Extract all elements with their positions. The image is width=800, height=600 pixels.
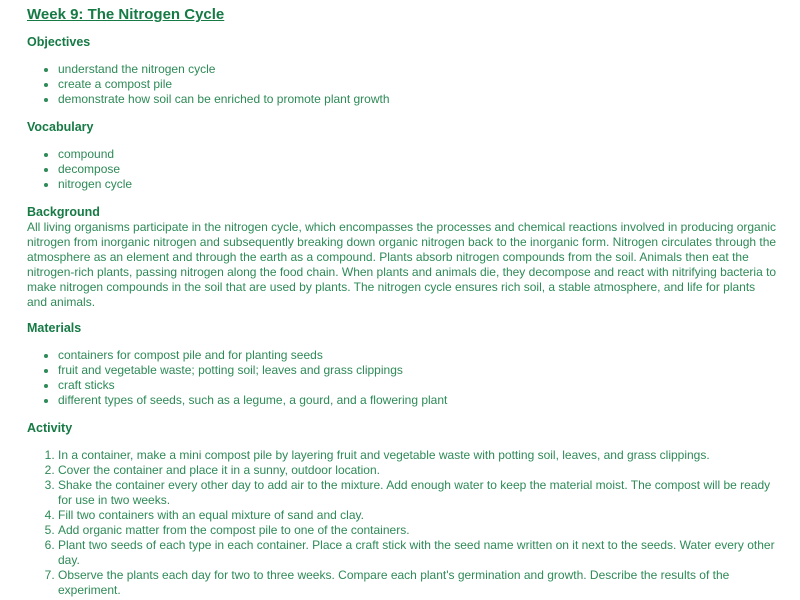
page-title: Week 9: The Nitrogen Cycle	[27, 6, 225, 23]
list-item: • create a compost pile	[58, 77, 777, 92]
list-item: • demonstrate how soil can be enriched to promote plant growth	[58, 92, 777, 107]
materials-heading: Materials	[27, 321, 82, 335]
list-item: • decompose	[58, 162, 777, 177]
activity-step: 2. Cover the container and place it in a sunny, outdoor location.	[58, 463, 777, 478]
activity-step: 3. Shake the container every other day to add air to the mixture. Add enough water to keep the material moist. The compost will be ready for use in two weeks.	[58, 478, 777, 508]
activity-step: 4. Fill two containers with an equal mixture of sand and clay.	[58, 508, 777, 523]
list-item: • craft sticks	[58, 378, 777, 393]
list-item: • different types of seeds, such as a legume, a gourd, and a flowering plant	[58, 393, 777, 408]
background-text: All living organisms participate in the nitrogen cycle, which encompasses the processes and chemical reactions involved in producing organic nitrogen from inorganic nitrogen and subsequently breaking down organic nitrogen back to the inorganic form. Nitrogen circulates through the atmosphere as an element and through the earth as a compound. Plants absorb nitrogen compounds from the soil. Animals then eat the nitrogen-rich plants, passing nitrogen along the food chain. When plants and animals die, they decompose and react with nitrifying bacteria to make nitrogen compounds in the soil that are used by plants. The nitrogen cycle ensures rich soil, a stable atmosphere, and life for plants and animals.	[27, 220, 777, 309]
vocabulary-heading: Vocabulary	[27, 120, 94, 134]
list-item: • compound	[58, 147, 777, 162]
activity-step: 7. Observe the plants each day for two to three weeks. Compare each plant's germination and growth. Describe the results of the experiment.	[58, 568, 777, 598]
objectives-heading: Objectives	[27, 35, 91, 49]
activity-step: 1. In a container, make a mini compost pile by layering fruit and vegetable waste with potting soil, leaves, and grass clippings.	[58, 448, 777, 463]
materials-list	[27, 348, 777, 408]
background-heading: Background	[27, 205, 100, 219]
activity-step: 5. Add organic matter from the compost pile to one of the containers.	[58, 523, 777, 538]
activity-step: 6. Plant two seeds of each type in each container. Place a craft stick with the seed name written on it next to the seeds. Water every other day.	[58, 538, 777, 568]
objectives-list	[27, 62, 777, 107]
activity-heading: Activity	[27, 421, 73, 435]
list-item: • understand the nitrogen cycle	[58, 62, 777, 77]
list-item: • nitrogen cycle	[58, 177, 777, 192]
list-item: • fruit and vegetable waste; potting soil; leaves and grass clippings	[58, 363, 777, 378]
list-item: • containers for compost pile and for planting seeds	[58, 348, 777, 363]
activity-steps	[27, 448, 777, 598]
vocabulary-list	[27, 147, 777, 192]
